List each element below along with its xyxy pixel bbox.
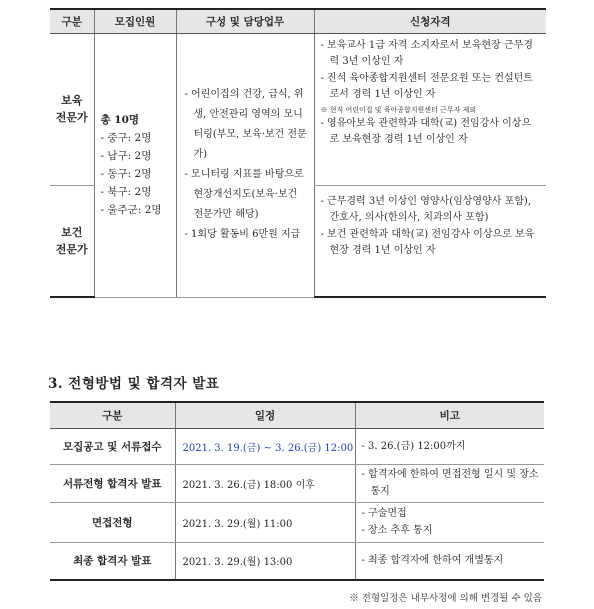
stage-notes	[355, 502, 544, 542]
stage-notes	[355, 542, 544, 580]
header-notes: 비고	[355, 402, 544, 428]
stage-schedule: 2021. 3. 29.(월) 13:00	[175, 542, 355, 580]
schedule-table	[50, 401, 544, 581]
note-item: - 최종 합격자에 한하여 개별통지	[361, 555, 504, 567]
stage-notes	[355, 428, 544, 464]
role-item: - 어린이집의 건강, 급식, 위생, 안전관리 영역의 모니터링(부모, 보육·보건 전문가)	[184, 89, 307, 160]
recruit-item: - 북구: 2명	[100, 186, 152, 198]
stage-label: 모집공고 및 서류접수	[50, 428, 175, 464]
header-roles: 구성 및 담당업무	[176, 9, 314, 33]
table-row	[50, 464, 544, 502]
stage-schedule: 2021. 3. 19.(금) ~ 3. 26.(금) 12:00	[175, 428, 355, 464]
roles-cell	[176, 33, 314, 297]
qual-item: - 근무경력 3년 이상인 영양사(임상영양사 포함), 간호사, 의사(한의사, 치과의사 포함)	[320, 195, 531, 223]
category-cell	[50, 33, 94, 185]
recruit-item: - 중구: 2명	[100, 132, 152, 144]
note-item: - 장소 추후 통지	[361, 525, 433, 536]
table-header-row	[50, 9, 546, 33]
footnote: ※ 전형일정은 내부사정에 의해 변경될 수 있음	[349, 593, 542, 604]
stage-notes	[355, 464, 544, 502]
category-line: 전문가	[55, 242, 88, 256]
stage-label: 면접전형	[50, 502, 175, 542]
table-header-row	[50, 402, 544, 428]
recruit-cell	[94, 33, 176, 297]
role-item: - 모니터링 지표를 바탕으로 현장개선지도(보육·보건 전문가만 해당)	[184, 169, 304, 220]
table-row	[50, 502, 544, 542]
qual-item: - 보건 관련학과 대학(교) 전임강사 이상으로 보육현장 경력 1년 이상인 자	[320, 228, 535, 256]
header-category: 구분	[50, 9, 94, 33]
section-title: 3. 전형방법 및 합격자 발표	[48, 376, 220, 392]
note-item: - 구술면접	[361, 508, 407, 519]
stage-label: 최종 합격자 발표	[50, 542, 175, 580]
category-line: 보건	[61, 225, 83, 239]
qual-item: - 보육교사 1급 자격 소지자로서 보육현장 근무경력 3년 이상인 자	[320, 39, 533, 67]
stage-label: 서류전형 합격자 발표	[50, 464, 175, 502]
table-row	[50, 428, 544, 464]
qual-note: ※ 현직 어린이집 및 육아종합지원센터 근무자 제외	[320, 105, 477, 114]
role-item: - 1회당 활동비 6만원 지급	[184, 229, 301, 240]
note-item: - 3. 26.(금) 12:00까지	[361, 440, 466, 452]
header-category: 구분	[50, 402, 175, 428]
note-item: - 합격자에 한하여 면접전형 일시 및 장소 통지	[361, 469, 539, 497]
table-row	[50, 542, 544, 580]
recruit-item: - 동구: 2명	[100, 168, 152, 180]
recruit-item: - 남구: 2명	[100, 150, 152, 162]
header-quals: 신청자격	[314, 9, 546, 33]
stage-schedule: 2021. 3. 29.(월) 11:00	[175, 502, 355, 542]
header-schedule: 일정	[175, 402, 355, 428]
recruit-item: - 울주군: 2명	[100, 204, 162, 216]
quals-cell	[314, 33, 546, 185]
category-cell	[50, 185, 94, 297]
quals-cell	[314, 185, 546, 297]
stage-schedule: 2021. 3. 26.(금) 18:00 이후	[175, 464, 355, 502]
table-row	[50, 33, 546, 185]
header-recruit: 모집인원	[94, 9, 176, 33]
category-line: 전문가	[55, 111, 88, 124]
qualification-table	[50, 8, 546, 298]
category-line: 보육	[61, 94, 83, 107]
qual-item: - 영유아보육 관련학과 대학(교) 전임강사 이상으로 보육현장 경력 1년 이상인 자	[320, 117, 532, 145]
qual-item: - 진석 육아종합지원센터 전문요원 또는 컨설턴트로서 경력 1년 이상인 자	[320, 72, 533, 100]
recruit-total: 총 10명	[100, 114, 140, 126]
